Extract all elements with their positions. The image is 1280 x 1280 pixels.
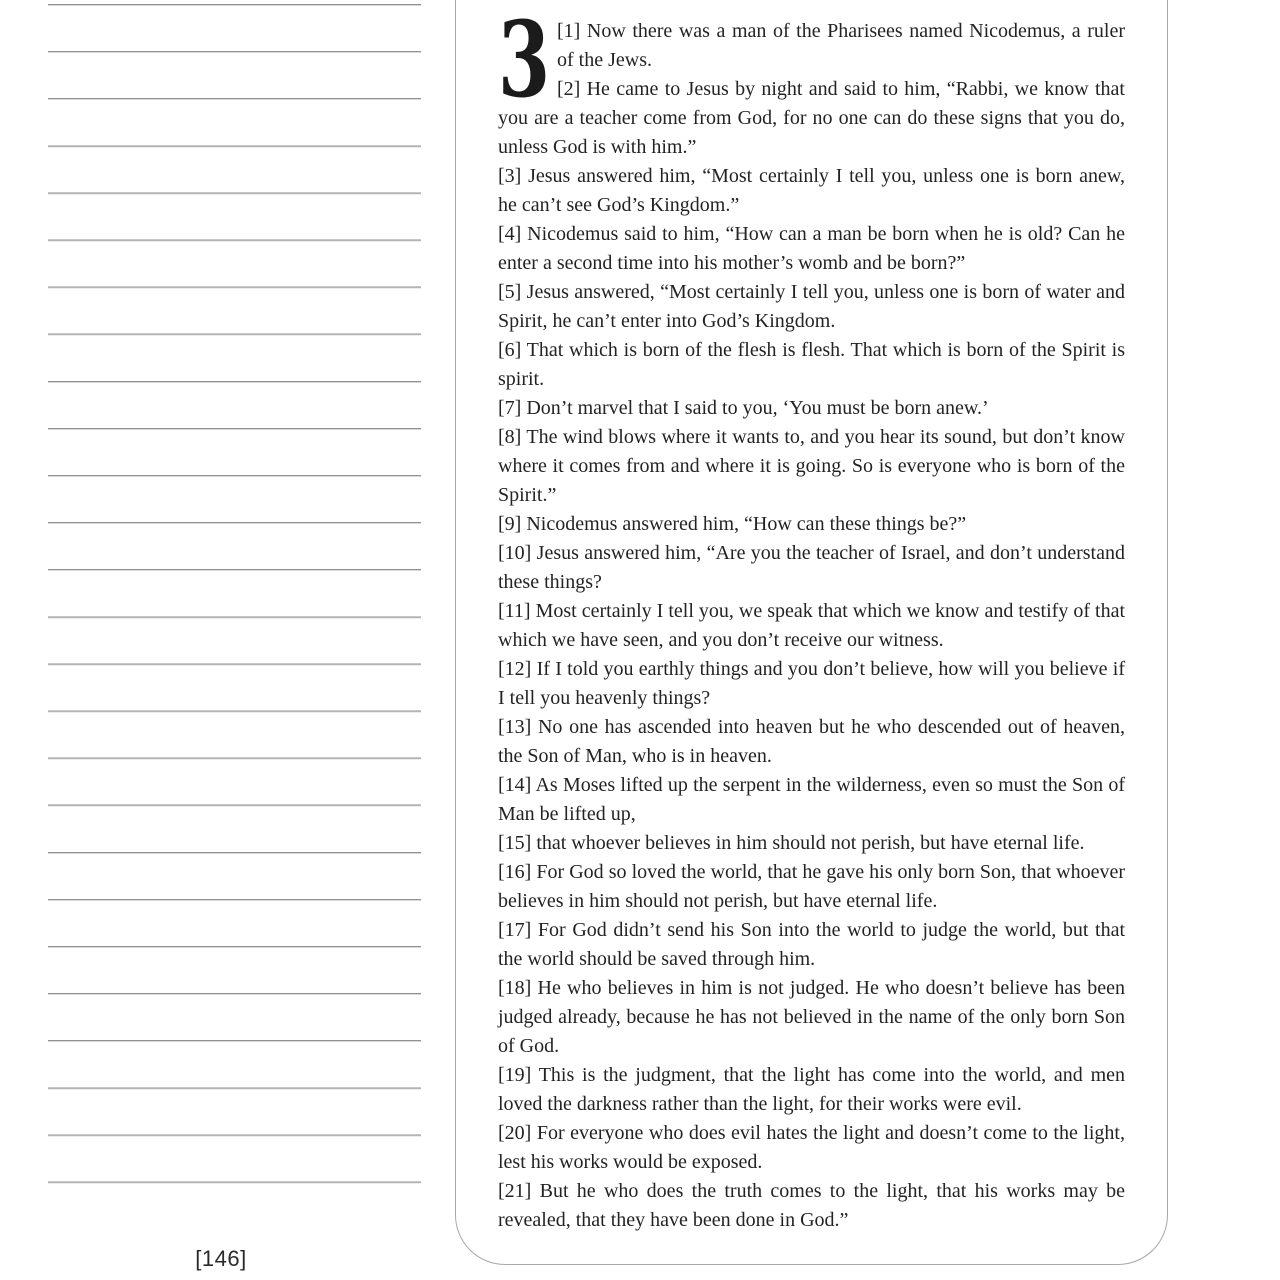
verse-paragraph: [5] Jesus answered, “Most certainly I tell you, unless one is born of water and Spirit, he can’t enter into God’s Kingdom. — [498, 281, 1125, 332]
verse-paragraph: [7] Don’t marvel that I said to you, ‘You must be born anew.’ — [498, 397, 989, 419]
verse-paragraph: [2] He came to Jesus by night and said to him, “Rabbi, we know that you are a teacher come from God, for no one can do these signs that you do, unless God is with him.” — [498, 78, 1125, 158]
chapter-drop-cap — [498, 0, 551, 121]
verse-paragraph: [10] Jesus answered him, “Are you the teacher of Israel, and don’t understand these things? — [498, 542, 1125, 593]
verse-paragraph: [3] Jesus answered him, “Most certainly I tell you, unless one is born anew, he can’t see God’s Kingdom.” — [498, 165, 1125, 216]
verse-paragraph: [13] No one has ascended into heaven but he who descended out of heaven, the Son of Man, who is in heaven. — [498, 716, 1125, 767]
verse-paragraph: [4] Nicodemus said to him, “How can a man be born when he is old? Can he enter a second time into his mother’s womb and be born?” — [498, 223, 1125, 274]
scripture-text-column — [498, 0, 1125, 1235]
verse-paragraph: [21] But he who does the truth comes to the light, that his works may be revealed, that they have been done in God.” — [498, 1180, 1125, 1231]
verse-text: [1] Now there was a man of the Pharisees named Nicodemus, a ruler of the Jews. — [557, 20, 1125, 71]
verse-paragraph: [12] If I told you earthly things and you don’t believe, how will you believe if I tell you heavenly things? — [498, 658, 1125, 709]
verse-paragraph: [8] The wind blows where it wants to, and you hear its sound, but don’t know where it comes from and where it is going. So is everyone who is born of the Spirit.” — [498, 426, 1125, 506]
verse-paragraph: [20] For everyone who does evil hates the light and doesn’t come to the light, lest his works would be exposed. — [498, 1122, 1125, 1173]
verse-paragraph: [6] That which is born of the flesh is flesh. That which is born of the Spirit is spirit. — [498, 339, 1125, 390]
verse-paragraph: [16] For God so loved the world, that he gave his only born Son, that whoever believes in him should not perish, but have eternal life. — [498, 861, 1125, 912]
verse-paragraph: [11] Most certainly I tell you, we speak that which we know and testify of that which we have seen, and you don’t receive our witness. — [498, 600, 1125, 651]
verse-paragraph: [18] He who believes in him is not judged. He who doesn’t believe has been judged already, because he has not believed in the name of the only born Son of God. — [498, 977, 1125, 1057]
verse-paragraph: [9] Nicodemus answered him, “How can these things be?” — [498, 513, 967, 535]
verse-paragraph: [14] As Moses lifted up the serpent in the wilderness, even so must the Son of Man be lifted up, — [498, 774, 1125, 825]
verse-paragraph: [15] that whoever believes in him should not perish, but have eternal life. — [498, 832, 1085, 854]
verse-paragraph: [17] For God didn’t send his Son into the world to judge the world, but that the world should be saved through him. — [498, 919, 1125, 970]
chapter-number: 3 — [498, 0, 551, 121]
scripture-panel — [455, 0, 1168, 1265]
page-number: [146] — [195, 1246, 247, 1271]
verse-paragraph: [19] This is the judgment, that the light has come into the world, and men loved the darkness rather than the light, for their works were evil. — [498, 1064, 1125, 1115]
journal-lines-area — [48, 4, 421, 1184]
